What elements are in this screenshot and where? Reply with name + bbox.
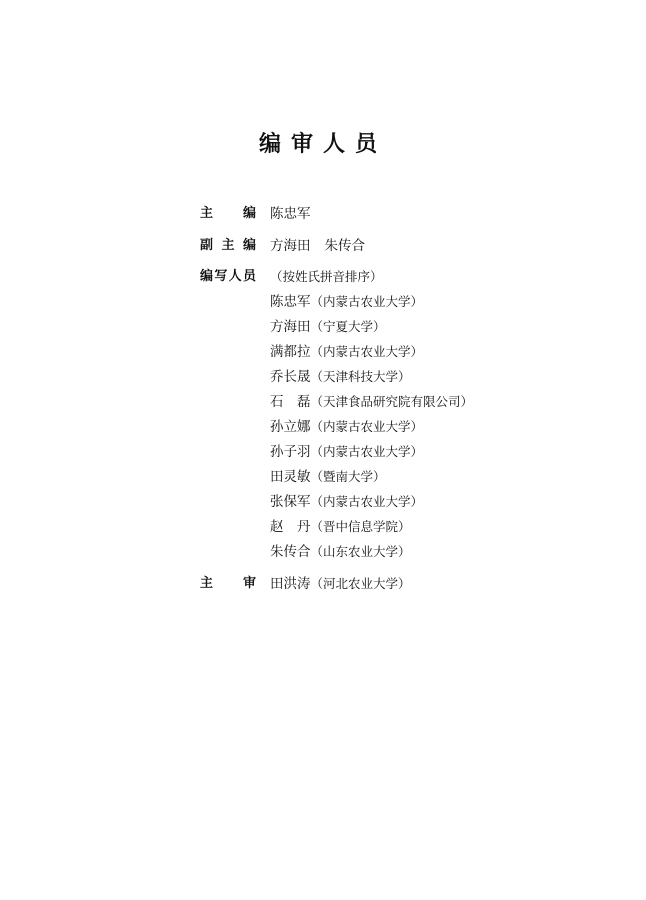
writer-name: 石 磊: [270, 394, 311, 410]
writer-name: 张保军: [270, 494, 311, 510]
chief-editor-name: 陈忠军: [270, 206, 311, 222]
writer-name: 孙立娜: [270, 419, 311, 435]
role-label-reviewer: 主 审: [200, 576, 256, 591]
writer-name: 满都拉: [270, 344, 311, 360]
writer-name: 方海田: [270, 319, 311, 335]
role-label-deputy-editor: 副 主 编: [200, 238, 256, 253]
role-label-writers: 编 写 人 员: [200, 269, 256, 284]
writer-affiliation: （内蒙古农业大学）: [310, 494, 424, 509]
role-label-chief-editor: 主 编: [200, 206, 256, 221]
writer-name: 陈忠军: [270, 294, 311, 310]
writer-name: 朱传合: [270, 544, 311, 560]
writer-affiliation: （内蒙古农业大学）: [310, 294, 424, 309]
writer-affiliation: （天津科技大学）: [310, 369, 411, 384]
writer-name: 孙子羽: [270, 444, 311, 460]
reviewer-name: 田洪涛: [270, 576, 311, 592]
writer-affiliation: （暨南大学）: [310, 469, 386, 484]
deputy-editor-name: 方海田: [270, 238, 311, 254]
writer-affiliation: （内蒙古农业大学）: [310, 419, 424, 434]
writer-name: 田灵敏: [270, 469, 311, 485]
deputy-editor-name: 朱传合: [324, 238, 365, 254]
page-title: 编审人员: [258, 132, 387, 157]
writer-affiliation: （山东农业大学）: [310, 544, 411, 559]
writer-affiliation: （天津食品研究院有限公司）: [310, 394, 474, 409]
writer-affiliation: （宁夏大学）: [310, 319, 386, 334]
writer-name: 赵 丹: [270, 519, 311, 535]
deputy-editor-names: [270, 235, 365, 257]
writer-affiliation: （晋中信息学院）: [310, 519, 411, 534]
writer-name: 乔长晟: [270, 369, 311, 385]
writers-order-note: （按姓氏拼音排序）: [270, 269, 383, 284]
writer-affiliation: （内蒙古农业大学）: [310, 344, 424, 359]
writer-affiliation: （内蒙古农业大学）: [310, 444, 424, 459]
reviewer-affiliation: （河北农业大学）: [310, 576, 411, 591]
